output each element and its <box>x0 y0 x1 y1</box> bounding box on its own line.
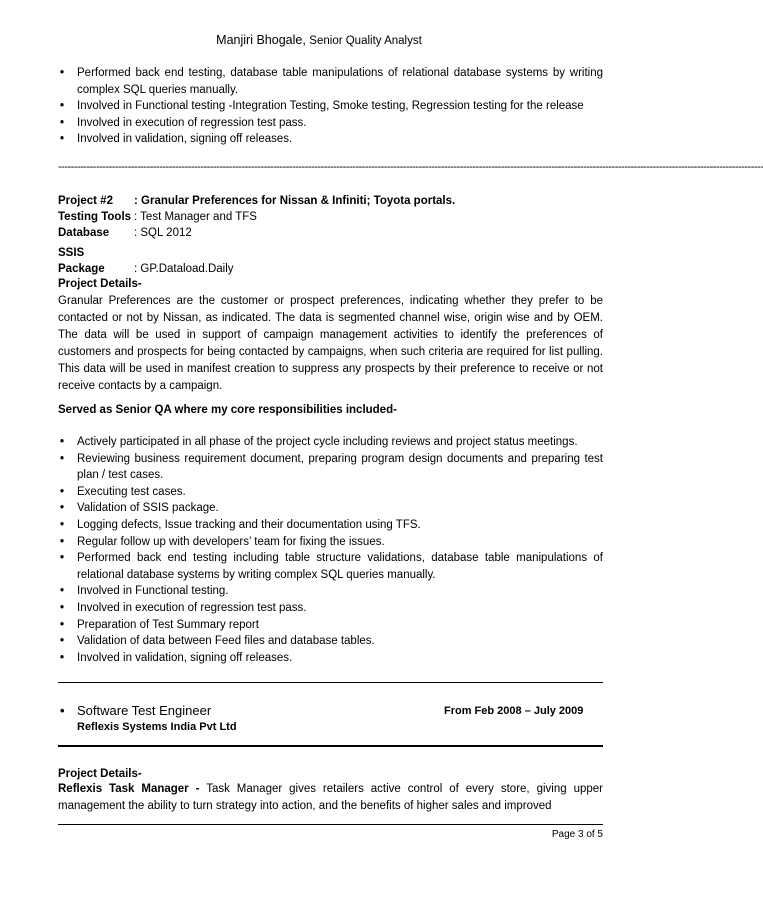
testing-tools-row <box>58 209 603 225</box>
job-dates: From Feb 2008 – July 2009 <box>444 705 584 717</box>
ssis-package-label: SSIS Package <box>58 247 105 275</box>
database-value: : SQL 2012 <box>134 227 192 239</box>
project-details-text-2 <box>58 781 603 815</box>
list-item: • Involved in Functional testing. <box>58 583 603 600</box>
served-as-heading: Served as Senior QA where my core responsibilities included- <box>58 404 397 416</box>
job-entry <box>58 703 603 733</box>
footer-rule <box>58 824 603 825</box>
dashed-separator: ------------------------------------------------------------------------------------------------------------------------------------------------------------------------------------------------------------------------------- <box>58 161 763 173</box>
project-details-heading-2: Project Details- <box>58 768 142 780</box>
section-divider <box>58 682 603 683</box>
top-bullet-list <box>58 65 603 148</box>
list-item: • Involved in execution of regression test pass. <box>58 600 603 617</box>
job-title: • Software Test Engineer <box>58 703 603 718</box>
list-item: • Reviewing business requirement document, preparing program design documents and preparing test plan / test cases. <box>58 451 603 484</box>
project-details-text: Granular Preferences are the customer or prospect preferences, indicating whether they prefer to be contacted or not by Nissan, as indicated. The data is segmented channel wise, origin wise and by OEM. The data will be used in support of campaign management activities to identify the preferences of customers and prospects for being contacted by campaigns, when such criteria are required for list pulling. This data will be used in manifest creation to suppress any prospects by their preference to receive or not receive contacts by a campaign. <box>58 295 603 392</box>
list-item: • Involved in Functional testing -Integration Testing, Smoke testing, Regression testing for the release <box>58 98 603 115</box>
ssis-package-row <box>58 245 603 277</box>
product-name-label: Reflexis Task Manager - <box>58 783 200 795</box>
section-divider <box>58 745 603 747</box>
project-number-label: Project #2 <box>58 195 113 207</box>
job-company: Reflexis Systems India Pvt Ltd <box>77 721 237 733</box>
database-label: Database <box>58 227 110 239</box>
project-number-value: : Granular Preferences for Nissan & Infiniti; Toyota portals. <box>134 195 456 207</box>
list-item: • Performed back end testing, database table manipulations of relational database systems by writing complex SQL queries manually. <box>58 65 603 98</box>
page-number: Page 3 of 5 <box>551 829 603 840</box>
list-item: • Executing test cases. <box>58 484 603 501</box>
list-item: • Involved in validation, signing off releases. <box>58 650 603 667</box>
project-number-row <box>58 193 603 209</box>
testing-tools-value: : Test Manager and TFS <box>134 211 257 223</box>
list-item: • Validation of SSIS package. <box>58 500 603 517</box>
list-item: • Preparation of Test Summary report <box>58 617 603 634</box>
author-role: Senior Quality Analyst <box>309 35 422 47</box>
product-description: Task Manager gives retailers active control of every store, giving upper management the ability to turn strategy into action, and the benefits of higher sales and improved <box>58 783 603 812</box>
project-details-heading: Project Details- <box>58 278 142 290</box>
list-item: • Involved in validation, signing off releases. <box>58 131 603 148</box>
list-item: • Validation of data between Feed files and database tables. <box>58 633 603 650</box>
page-header <box>0 33 638 47</box>
list-item: • Regular follow up with developers’ team for fixing the issues. <box>58 534 603 551</box>
list-item: • Performed back end testing including table structure validations, database table manipulations of relational database systems by writing complex SQL queries manually. <box>58 550 603 583</box>
responsibilities-list <box>58 434 603 666</box>
list-item: • Actively participated in all phase of the project cycle including reviews and project status meetings. <box>58 434 603 451</box>
ssis-package-value: : GP.Dataload.Daily <box>134 263 234 275</box>
list-item: • Logging defects, Issue tracking and their documentation using TFS. <box>58 517 603 534</box>
author-name: Manjiri Bhogale, <box>216 33 306 47</box>
list-item: • Involved in execution of regression test pass. <box>58 115 603 132</box>
database-row <box>58 225 603 241</box>
testing-tools-label: Testing Tools <box>58 211 132 223</box>
